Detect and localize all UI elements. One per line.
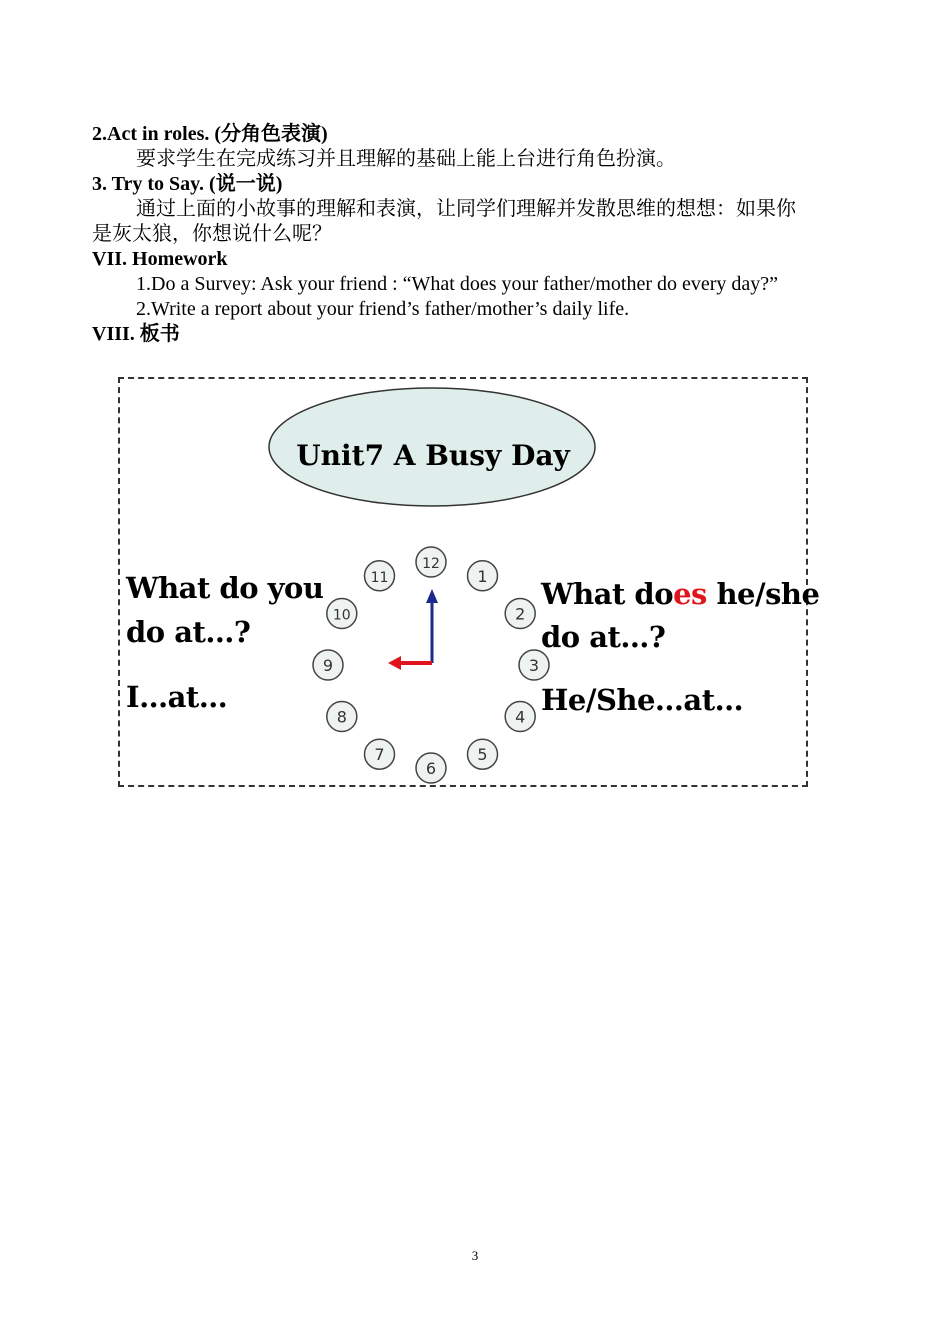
left-question-line1: What do you — [126, 571, 324, 605]
homework-item-2: 2.Write a report about your friend’s father/mother’s daily life. — [136, 298, 630, 320]
clock-number: 9 — [322, 656, 334, 675]
right-question-prefix: What do — [541, 577, 674, 611]
left-answer: I…at… — [126, 680, 228, 714]
right-question-line1 — [541, 573, 819, 615]
blackboard-heading: VIII. 板书 — [92, 323, 180, 345]
homework-heading: VII. Homework — [92, 248, 228, 270]
clock-number: 5 — [477, 745, 488, 765]
clock-number: 10 — [332, 607, 351, 624]
try-to-say-description-line2: 是灰太狼，你想说什么呢？ — [92, 223, 332, 245]
clock-number: 11 — [370, 569, 389, 586]
act-in-roles-heading: 2.Act in roles. (分角色表演) — [92, 123, 328, 145]
blackboard-design — [118, 377, 820, 787]
right-question-suffix: he/she — [706, 577, 820, 611]
right-question-highlight: es — [673, 577, 707, 611]
clock-number: 7 — [374, 745, 385, 765]
clock-number: 3 — [528, 656, 540, 675]
clock-number: 8 — [336, 707, 347, 727]
left-question-line2: do at…? — [126, 615, 251, 649]
page-number: 3 — [471, 1248, 479, 1263]
try-to-say-description-line1: 通过上面的小故事的理解和表演，让同学们理解并发散思维的想想：如果你 — [136, 198, 796, 220]
board-title: Unit7 A Busy Day — [296, 439, 570, 472]
homework-item-1: 1.Do a Survey: Ask your friend : “What does your father/mother do every day?” — [136, 273, 779, 295]
clock-number: 2 — [515, 604, 526, 624]
clock-number: 6 — [425, 759, 437, 778]
clock-number: 1 — [477, 566, 488, 586]
act-in-roles-description: 要求学生在完成练习并且理解的基础上能上台进行角色扮演。 — [136, 148, 676, 170]
hour-hand-arrowhead — [426, 589, 438, 603]
clock-number: 12 — [422, 556, 440, 572]
try-to-say-heading: 3. Try to Say. (说一说) — [92, 173, 283, 195]
clock-number: 4 — [515, 707, 526, 727]
minute-hand-arrowhead — [388, 656, 401, 670]
right-question-line2: do at…? — [541, 620, 666, 654]
right-answer: He/She…at… — [541, 683, 744, 717]
